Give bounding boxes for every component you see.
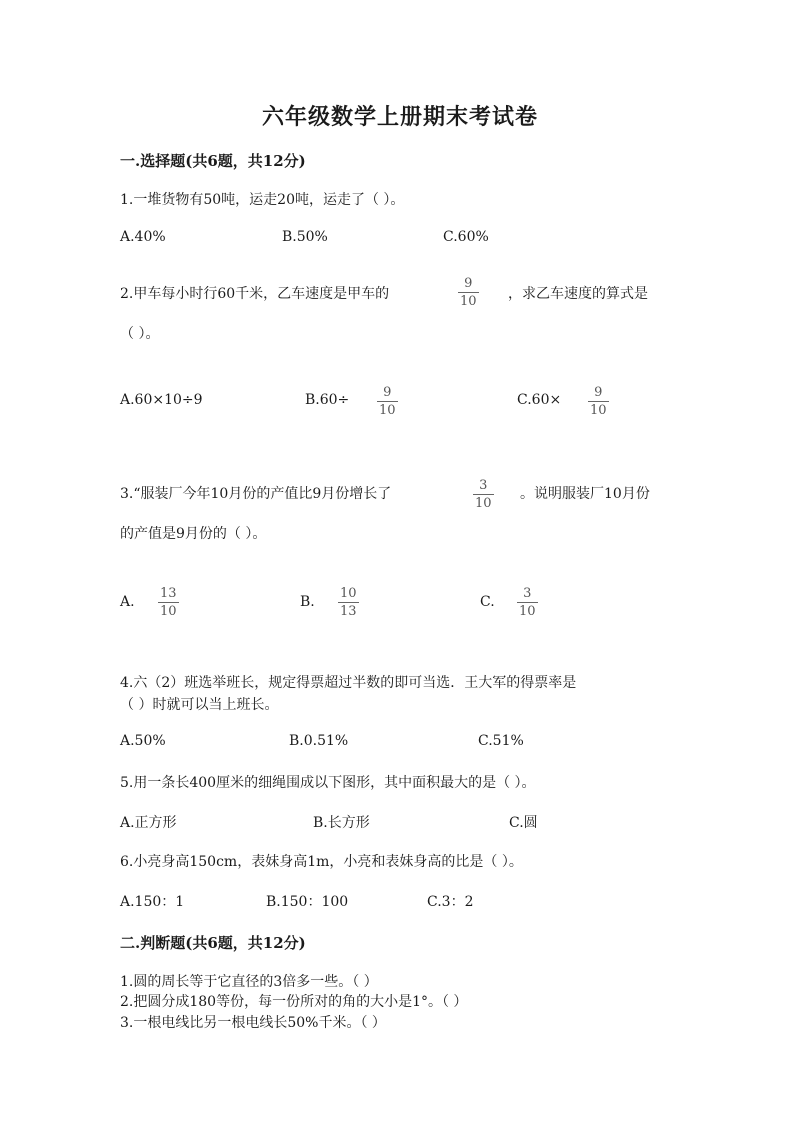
fraction-denominator: 10 bbox=[379, 403, 396, 418]
fraction-numerator: 3 bbox=[479, 478, 488, 493]
fraction-numerator: 9 bbox=[464, 276, 473, 291]
fraction-bar bbox=[517, 602, 538, 603]
question-6-option-b[interactable]: B.150：100 bbox=[266, 894, 349, 910]
fraction-bar bbox=[377, 401, 398, 402]
fraction-bar bbox=[458, 292, 479, 293]
question-5-text: 5.用一条长400厘米的细绳围成以下图形，其中面积最大的是（ ）。 bbox=[120, 775, 536, 791]
question-1-option-b[interactable]: B.50% bbox=[282, 229, 328, 245]
question-1-option-a[interactable]: A.40% bbox=[120, 229, 166, 245]
question-5-option-b[interactable]: B.长方形 bbox=[313, 815, 370, 831]
question-3-option-c[interactable]: C. bbox=[480, 594, 495, 610]
fraction-numerator: 13 bbox=[160, 586, 177, 601]
fraction-denominator: 10 bbox=[460, 294, 477, 309]
question-2-blank: （ ）。 bbox=[120, 326, 160, 342]
question-2-text-start: 2.甲车每小时行60千米，乙车速度是甲车的 bbox=[120, 286, 390, 302]
fraction-numerator: 9 bbox=[594, 385, 603, 400]
fraction-denominator: 10 bbox=[590, 403, 607, 418]
fraction-numerator: 9 bbox=[383, 385, 392, 400]
question-1-option-c[interactable]: C.60% bbox=[443, 229, 489, 245]
question-4-option-a[interactable]: A.50% bbox=[120, 733, 166, 749]
question-6-option-a[interactable]: A.150：1 bbox=[120, 894, 185, 910]
question-4-option-b[interactable]: B.0.51% bbox=[289, 733, 349, 749]
fraction-numerator: 10 bbox=[340, 586, 357, 601]
fraction-denominator: 13 bbox=[340, 604, 357, 619]
question-3-option-b-fraction bbox=[338, 586, 359, 619]
question-5-option-a[interactable]: A.正方形 bbox=[120, 815, 177, 831]
judgment-1: 1.圆的周长等于它直径的3倍多一些。（ ） bbox=[120, 974, 378, 990]
question-3-fraction bbox=[473, 478, 494, 511]
fraction-bar bbox=[158, 602, 179, 603]
question-2-fraction bbox=[458, 276, 479, 309]
fraction-denominator: 10 bbox=[160, 604, 177, 619]
question-3-text-end: 。说明服装厂10月份 bbox=[520, 486, 650, 502]
question-3-option-b[interactable]: B. bbox=[300, 594, 315, 610]
question-5-option-c[interactable]: C.圆 bbox=[509, 815, 538, 831]
question-2-option-b-fraction bbox=[377, 385, 398, 418]
question-2-option-b[interactable]: B.60÷ bbox=[305, 392, 350, 408]
fraction-denominator: 10 bbox=[475, 496, 492, 511]
judgment-3: 3.一根电线比另一根电线长50%千米。（ ） bbox=[120, 1015, 386, 1031]
question-2-text-end: ，求乙车速度的算式是 bbox=[508, 286, 648, 302]
question-6-option-c[interactable]: C.3：2 bbox=[427, 894, 474, 910]
question-3-option-a[interactable]: A. bbox=[120, 594, 135, 610]
question-4-text: 4.六（2）班选举班长，规定得票超过半数的即可当选．王大军的得票率是 bbox=[120, 675, 577, 691]
judgment-2: 2.把圆分成180等份，每一份所对的角的大小是1°。（ ） bbox=[120, 994, 468, 1010]
question-2-option-c[interactable]: C.60× bbox=[517, 392, 562, 408]
question-3-blank: 的产值是9月份的（ ）。 bbox=[120, 526, 267, 542]
question-6-text: 6.小亮身高150cm，表妹身高1m，小亮和表妹身高的比是（ ）。 bbox=[120, 854, 523, 870]
fraction-bar bbox=[588, 401, 609, 402]
question-3-option-a-fraction bbox=[158, 586, 179, 619]
question-4-text-line2: （ ）时就可以当上班长。 bbox=[120, 697, 279, 713]
page-title: 六年级数学上册期末考试卷 bbox=[261, 104, 538, 130]
section-heading-choice: 一.选择题(共6题，共12分) bbox=[120, 152, 306, 170]
question-4-option-c[interactable]: C.51% bbox=[478, 733, 524, 749]
fraction-bar bbox=[338, 602, 359, 603]
question-2-option-a[interactable]: A.60×10÷9 bbox=[120, 392, 203, 408]
question-3-text-start: 3.“服装厂今年10月份的产值比9月份增长了 bbox=[120, 486, 392, 502]
fraction-numerator: 3 bbox=[523, 586, 532, 601]
question-1-text: 1.一堆货物有50吨，运走20吨，运走了（ ）。 bbox=[120, 192, 405, 208]
question-3-option-c-fraction bbox=[517, 586, 538, 619]
fraction-denominator: 10 bbox=[519, 604, 536, 619]
fraction-bar bbox=[473, 494, 494, 495]
section-heading-judgment: 二.判断题(共6题，共12分) bbox=[120, 934, 306, 952]
question-2-option-c-fraction bbox=[588, 385, 609, 418]
